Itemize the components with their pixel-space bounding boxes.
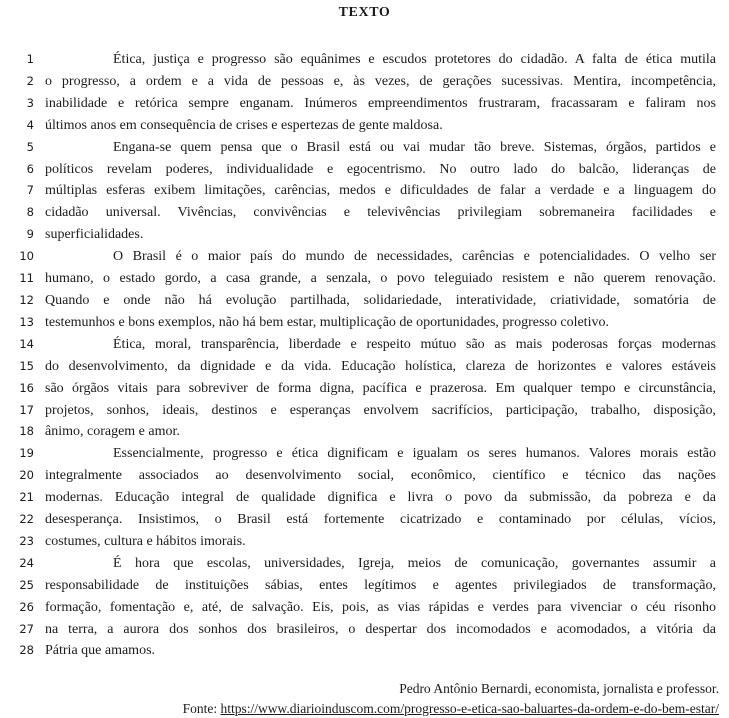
line-number: 8	[26, 205, 34, 220]
line-number: 24	[19, 555, 34, 570]
line-number: 21	[19, 490, 34, 505]
line-text: projetos, sonhos, ideais, destinos e esperanças envolvem sacrifícios, participação, trabalho, disposição,	[45, 402, 716, 418]
line-number: 28	[19, 643, 34, 658]
line-text: humano, o estado gordo, a casa grande, a senzala, o povo teleguiado resistem e não querem renovação.	[45, 271, 716, 287]
line-number: 18	[19, 424, 34, 439]
text-line	[0, 619, 729, 641]
text-line	[0, 93, 729, 115]
line-text: Ética, moral, transparência, liberdade e respeito mútuo são as mais poderosas forças modernas	[113, 336, 716, 352]
text-line	[0, 509, 729, 531]
source-label: Fonte:	[182, 700, 218, 716]
line-number: 14	[19, 336, 34, 351]
line-number: 16	[19, 380, 34, 395]
text-line	[0, 421, 729, 443]
line-number: 19	[19, 446, 34, 461]
line-number: 27	[19, 621, 34, 636]
line-number: 3	[26, 95, 34, 110]
line-number: 12	[19, 292, 34, 307]
line-number: 25	[19, 577, 34, 592]
text-line	[0, 71, 729, 93]
line-text: O Brasil é o maior país do mundo de necessidades, carências e potencialidades. O velho ser	[113, 249, 716, 265]
author-credit: Pedro Antônio Bernardi, economista, jornalista e professor.	[399, 681, 719, 697]
text-line	[0, 202, 729, 224]
line-text: cidadão universal. Vivências, convivências e televivências privilegiam sobremaneira facilidades e	[45, 205, 716, 221]
line-number: 22	[19, 512, 34, 527]
line-text: são órgãos vitais para sobreviver de forma digna, pacífica e prazerosa. Em qualquer tempo e circunstância,	[45, 380, 716, 396]
line-text: superficialidades.	[45, 227, 144, 243]
line-text: Ética, justiça e progresso são equânimes e escudos protetores do cidadão. A falta de ética mutila	[113, 52, 716, 67]
line-text: responsabilidade de instituições sábias, entes legítimos e agentes privilegiados de transformação,	[45, 577, 716, 593]
line-text: múltiplas esferas exibem limitações, carências, medos e dificuldades de falar a verdade e a linguagem do	[45, 183, 716, 199]
line-text: Essencialmente, progresso e ética dignificam e igualam os seres humanos. Valores morais estão	[113, 446, 716, 462]
line-number: 17	[19, 402, 34, 417]
line-number: 11	[19, 271, 34, 286]
line-text: Pátria que amamos.	[45, 643, 156, 659]
line-text: na terra, a aurora dos sonhos dos brasileiros, o despertar dos incomodados e acomodados, a vitória da	[45, 621, 716, 637]
text-line	[0, 531, 729, 553]
line-number: 13	[19, 314, 34, 329]
line-text: políticos revelam poderes, individualidade e egocentrismo. No outro lado do balcão, lideranças de	[45, 161, 716, 177]
text-body	[0, 49, 729, 662]
text-line	[0, 334, 729, 356]
text-line	[0, 159, 729, 181]
text-line	[0, 465, 729, 487]
line-number: 1	[26, 52, 34, 66]
line-text: É hora que escolas, universidades, Igreja, meios de comunicação, governantes assumir a	[113, 555, 716, 571]
line-text: últimos anos em consequência de crises e espertezas de gente maldosa.	[45, 117, 443, 133]
text-line	[0, 443, 729, 465]
source-line	[0, 699, 719, 718]
line-text: integralmente associados ao desenvolvimento social, econômico, científico e técnico das nações	[45, 468, 716, 484]
text-line	[0, 268, 729, 290]
line-number: 15	[19, 358, 34, 373]
line-number: 4	[26, 117, 34, 132]
line-number: 6	[26, 161, 34, 176]
line-text: o progresso, a ordem e a vida de pessoas e, às vezes, de gerações sucessivas. Mentira, incompetência,	[45, 73, 716, 89]
line-text: do desenvolvimento, da dignidade e da vida. Educação holística, clareza de horizontes e valores estáveis	[45, 358, 716, 374]
line-number: 10	[19, 249, 34, 264]
text-line	[0, 290, 729, 312]
text-line	[0, 487, 729, 509]
line-number: 5	[26, 139, 34, 154]
line-number: 23	[19, 533, 34, 548]
text-line	[0, 575, 729, 597]
line-number: 9	[26, 227, 34, 242]
line-text: testemunhos e bons exemplos, não há bem estar, multiplicação de oportunidades, progresso coletivo.	[45, 314, 609, 330]
text-line	[0, 137, 729, 159]
text-line	[0, 640, 729, 662]
text-line	[0, 49, 729, 71]
text-line	[0, 224, 729, 246]
line-number: 26	[19, 599, 34, 614]
source-link[interactable]: https://www.diarioinduscom.com/progresso-e-etica-sao-baluartes-da-ordem-e-do-bem-estar/	[220, 700, 719, 716]
text-line	[0, 400, 729, 422]
text-line	[0, 312, 729, 334]
line-text: Quando e onde não há evolução partilhada, solidariedade, interatividade, criatividade, somatória de	[45, 292, 716, 308]
line-text: ânimo, coragem e amor.	[45, 424, 180, 440]
text-line	[0, 356, 729, 378]
text-line	[0, 180, 729, 202]
line-text: modernas. Educação integral de qualidade dignifica e livra o povo da submissão, da pobreza e da	[45, 490, 716, 506]
page-title: TEXTO	[338, 5, 391, 20]
text-line	[0, 115, 729, 137]
line-text: desesperança. Insistimos, o Brasil está fortemente cicatrizado e contaminado por células, vícios,	[45, 512, 716, 528]
line-number: 7	[26, 183, 34, 198]
line-text: formação, fomentação e, até, de salvação. Eis, pois, as vias rápidas e verdes para vivenciar o céu risonho	[45, 599, 716, 615]
line-text: costumes, cultura e hábitos imorais.	[45, 533, 246, 549]
text-line	[0, 597, 729, 619]
line-number: 20	[19, 468, 34, 483]
line-number: 2	[26, 73, 34, 88]
text-line	[0, 378, 729, 400]
text-line	[0, 246, 729, 268]
line-text: Engana-se quem pensa que o Brasil está ou vai mudar tão breve. Sistemas, órgãos, partidos e	[113, 139, 716, 155]
line-text: inabilidade e retórica sempre enganam. Inúmeros empreendimentos frustraram, fracassaram e faliram nos	[45, 95, 716, 111]
text-line	[0, 553, 729, 575]
footer	[0, 679, 729, 718]
